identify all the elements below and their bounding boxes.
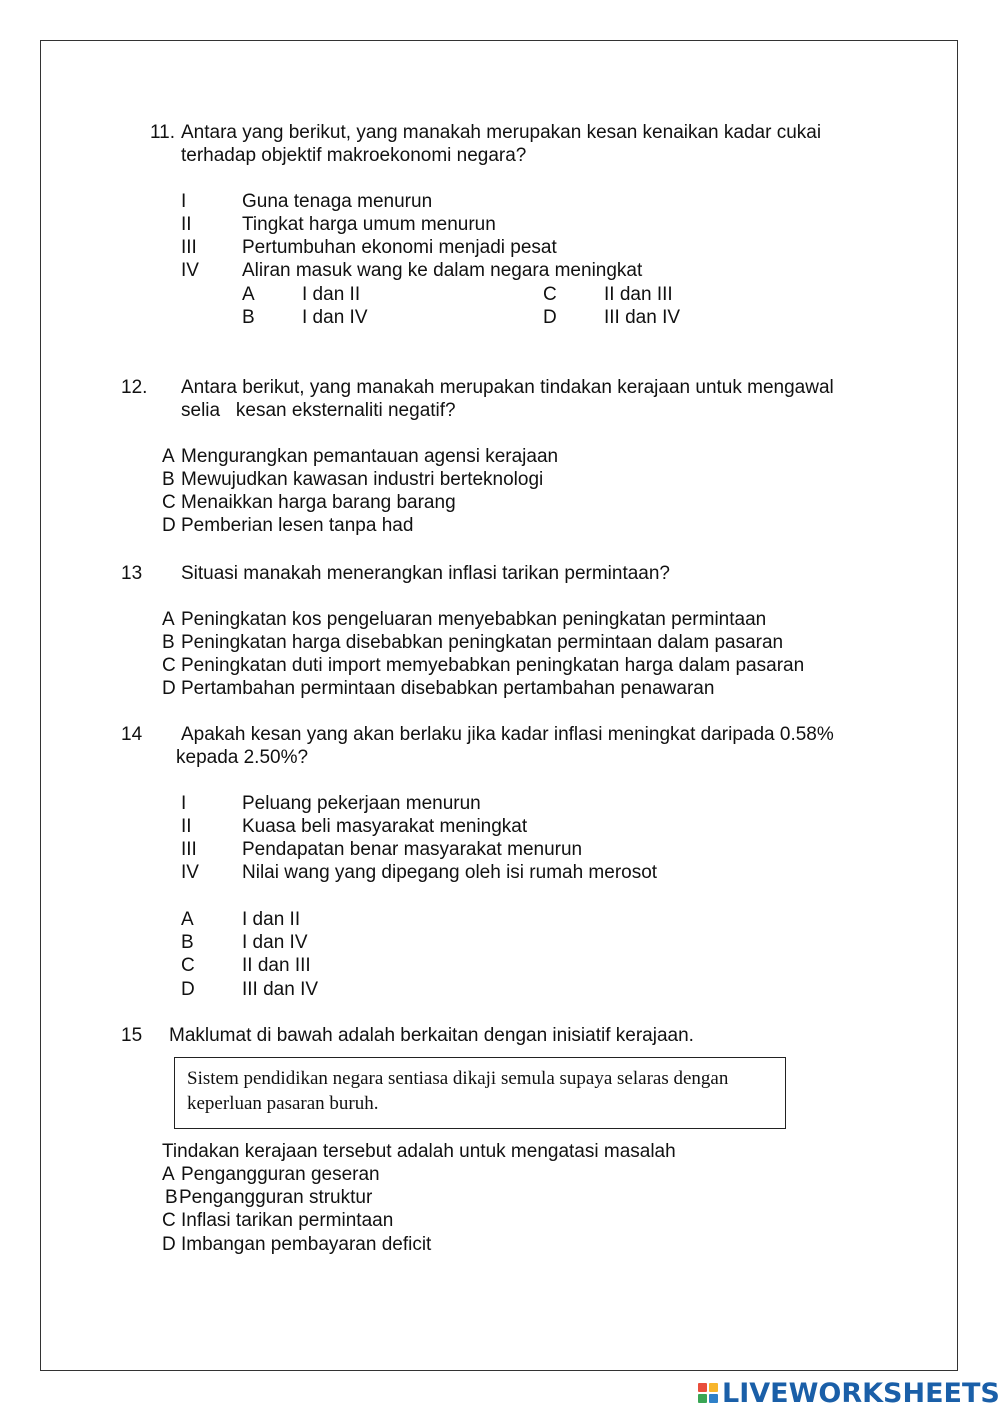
q14-option-text: II dan III xyxy=(242,955,311,976)
q14-option-text: III dan IV xyxy=(242,979,319,1000)
q12-question-line2: selia kesan eksternaliti negatif? xyxy=(181,400,456,421)
q15-option-text: Inflasi tarikan permintaan xyxy=(181,1210,394,1231)
q14-statement-text: Peluang pekerjaan menurun xyxy=(242,793,481,814)
q11-statement-text: Tingkat harga umum menurun xyxy=(242,214,496,235)
q11-option-letter: D xyxy=(543,307,557,328)
q11-option-text: III dan IV xyxy=(604,307,681,328)
q15-question-line1: Maklumat di bawah adalah berkaitan dengan inisiatif kerajaan. xyxy=(169,1025,694,1046)
q12-option-letter: B xyxy=(162,469,175,490)
logo-square xyxy=(698,1383,707,1392)
q14-option-letter: C xyxy=(181,955,195,976)
q13-option-letter: C xyxy=(162,655,176,676)
q12-option-text: Mengurangkan pemantauan agensi kerajaan xyxy=(181,446,559,467)
q15-info-box xyxy=(174,1057,786,1129)
q12-option-text: Menaikkan harga barang barang xyxy=(181,492,456,513)
q14-statement-roman: I xyxy=(181,793,187,814)
q11-option-letter: C xyxy=(543,284,557,305)
q13-option-text: Peningkatan duti import memyebabkan peningkatan harga dalam pasaran xyxy=(181,655,805,676)
q12-question-line1: Antara berikut, yang manakah merupakan tindakan kerajaan untuk mengawal xyxy=(181,377,834,398)
q13-number: 13 xyxy=(121,563,143,584)
q11-statement-roman: I xyxy=(181,191,187,212)
q14-option-text: I dan IV xyxy=(242,932,308,953)
q14-question-line1: Apakah kesan yang akan berlaku jika kadar inflasi meningkat daripada 0.58% xyxy=(181,724,834,745)
q14-option-text: I dan II xyxy=(242,909,301,930)
logo-square xyxy=(709,1383,718,1392)
q14-statement-text: Kuasa beli masyarakat meningkat xyxy=(242,816,528,837)
q14-statement-text: Nilai wang yang dipegang oleh isi rumah merosot xyxy=(242,862,658,883)
q11-question-line2: terhadap objektif makroekonomi negara? xyxy=(181,145,527,166)
q15-option-letter: D xyxy=(162,1234,176,1255)
q15-stem: Tindakan kerajaan tersebut adalah untuk mengatasi masalah xyxy=(162,1141,676,1162)
q11-option-letter: B xyxy=(242,307,255,328)
q14-statement-roman: IV xyxy=(181,862,199,883)
q15-option-letter: C xyxy=(162,1210,176,1231)
q11-option-text: II dan III xyxy=(604,284,673,305)
q14-option-letter: D xyxy=(181,979,195,1000)
q12-option-letter: D xyxy=(162,515,176,536)
q15-number: 15 xyxy=(121,1025,143,1046)
q11-option-letter: A xyxy=(242,284,255,305)
q14-question-line2: kepada 2.50%? xyxy=(176,747,309,768)
q13-option-text: Peningkatan kos pengeluaran menyebabkan peningkatan permintaan xyxy=(181,609,767,630)
q13-option-text: Peningkatan harga disebabkan peningkatan permintaan dalam pasaran xyxy=(181,632,784,653)
q12-option-text: Mewujudkan kawasan industri berteknologi xyxy=(181,469,544,490)
q11-statement-text: Aliran masuk wang ke dalam negara meningkat xyxy=(242,260,643,281)
q11-statement-text: Guna tenaga menurun xyxy=(242,191,433,212)
q12-option-letter: A xyxy=(162,446,175,467)
q15-option-text: Pengangguran geseran xyxy=(181,1164,380,1185)
q13-option-letter: A xyxy=(162,609,175,630)
q12-option-text: Pemberian lesen tanpa had xyxy=(181,515,414,536)
q15-info-line1: Sistem pendidikan negara sentiasa dikaji semula supaya selaras dengan xyxy=(187,1068,729,1089)
q11-statement-roman: II xyxy=(181,214,192,235)
logo-squares-icon xyxy=(698,1383,718,1403)
q11-statement-roman: III xyxy=(181,237,197,258)
q14-option-letter: B xyxy=(181,932,194,953)
q13-option-text: Pertambahan permintaan disebabkan pertambahan penawaran xyxy=(181,678,715,699)
q15-info-line2: keperluan pasaran buruh. xyxy=(187,1093,379,1114)
q15-option-letter: A xyxy=(162,1164,175,1185)
q15-option-text: Imbangan pembayaran deficit xyxy=(181,1234,432,1255)
logo-square xyxy=(709,1394,718,1403)
q11-option-text: I dan IV xyxy=(302,307,368,328)
q15-option-letter: B xyxy=(165,1187,178,1208)
q14-statement-roman: III xyxy=(181,839,197,860)
q14-statement-roman: II xyxy=(181,816,192,837)
q11-question-line1: Antara yang berikut, yang manakah merupakan kesan kenaikan kadar cukai xyxy=(181,122,822,143)
q14-number: 14 xyxy=(121,724,143,745)
q14-statement-text: Pendapatan benar masyarakat menurun xyxy=(242,839,583,860)
q11-statement-roman: IV xyxy=(181,260,199,281)
liveworksheets-logo[interactable] xyxy=(698,1378,1000,1408)
logo-text: LIVEWORKSHEETS xyxy=(722,1377,1000,1409)
q13-option-letter: B xyxy=(162,632,175,653)
logo-square xyxy=(698,1394,707,1403)
q11-option-text: I dan II xyxy=(302,284,361,305)
q12-number: 12. xyxy=(121,377,148,398)
q13-question-line1: Situasi manakah menerangkan inflasi tarikan permintaan? xyxy=(181,563,670,584)
q11-statement-text: Pertumbuhan ekonomi menjadi pesat xyxy=(242,237,557,258)
q13-option-letter: D xyxy=(162,678,176,699)
q14-option-letter: A xyxy=(181,909,194,930)
q12-option-letter: C xyxy=(162,492,176,513)
q11-number: 11. xyxy=(150,122,176,143)
q15-option-text: Pengangguran struktur xyxy=(179,1187,373,1208)
